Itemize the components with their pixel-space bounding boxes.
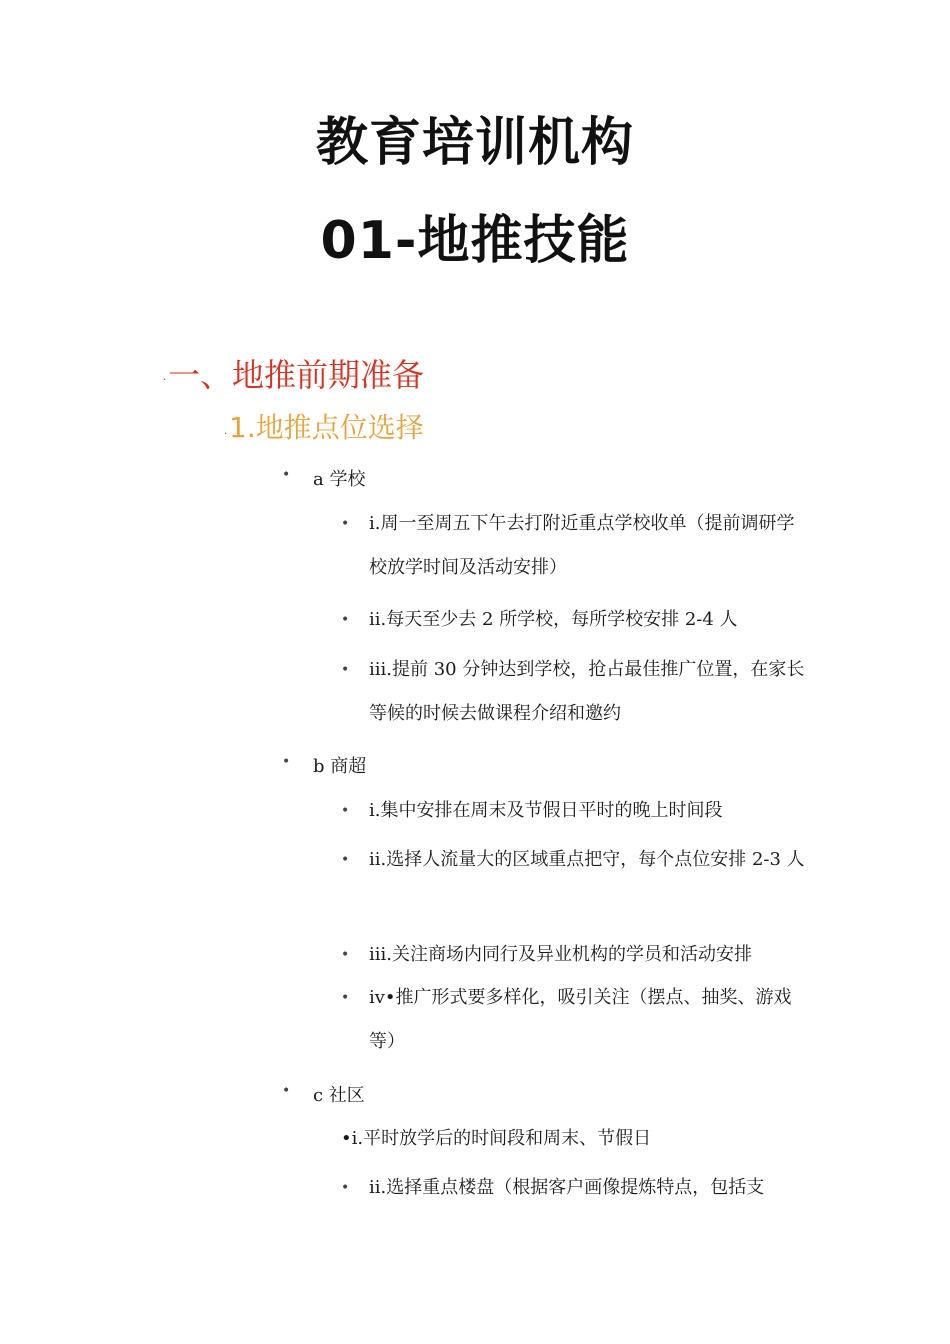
list-item-text: i.集中安排在周末及节假日平时的晚上时间段 (369, 800, 723, 821)
list-item-text: ii.选择重点楼盘（根据客户画像提炼特点，包括支 (369, 1177, 765, 1198)
list-item-text: ii.选择人流量大的区域重点把守，每个点位安排 2-3 人 (369, 849, 805, 870)
subsection-heading: 1.地推点位选择 (229, 411, 424, 444)
list-item-label: a 学校 (313, 469, 366, 490)
list-item-text: i.周一至周五下午去打附近重点学校收单（提前调研学校放学时间及活动安排） (369, 513, 795, 578)
list-item-label: c 社区 (313, 1085, 365, 1106)
bullet-icon: • (282, 1083, 291, 1099)
list-item-text: iii.提前 30 分钟达到学校，抢占最佳推广位置，在家长等候的时候去做课程介绍和邀约 (369, 659, 805, 724)
bullet-icon: • (282, 467, 291, 483)
bullet-icon: • (341, 947, 350, 963)
bullet-icon: • (341, 612, 350, 628)
bullet-icon: • (341, 852, 350, 868)
bullet-icon: • (282, 754, 291, 770)
subheading-marker: . (224, 426, 228, 437)
bullet-icon: • (341, 990, 350, 1006)
list-item-text: iii.关注商场内同行及异业机构的学员和活动安排 (369, 944, 752, 965)
bullet-icon: • (341, 662, 350, 678)
list-item-text: iv•推广形式要多样化，吸引关注（摆点、抽奖、游戏等） (369, 987, 792, 1052)
bullet-icon: • (341, 516, 350, 532)
bullet-icon: • (341, 803, 350, 819)
bullet-icon: • (341, 1180, 350, 1196)
document-title-line2: 01-地推技能 (320, 211, 630, 271)
heading-marker: . (163, 372, 167, 383)
list-item-label: b 商超 (313, 756, 367, 777)
list-item-text: ii.每天至少去 2 所学校，每所学校安排 2-4 人 (369, 609, 738, 630)
list-item-text: •i.平时放学后的时间段和周末、节假日 (341, 1128, 652, 1149)
section-heading: 一、地推前期准备 (168, 356, 425, 394)
document-title-line1: 教育培训机构 (315, 113, 634, 173)
